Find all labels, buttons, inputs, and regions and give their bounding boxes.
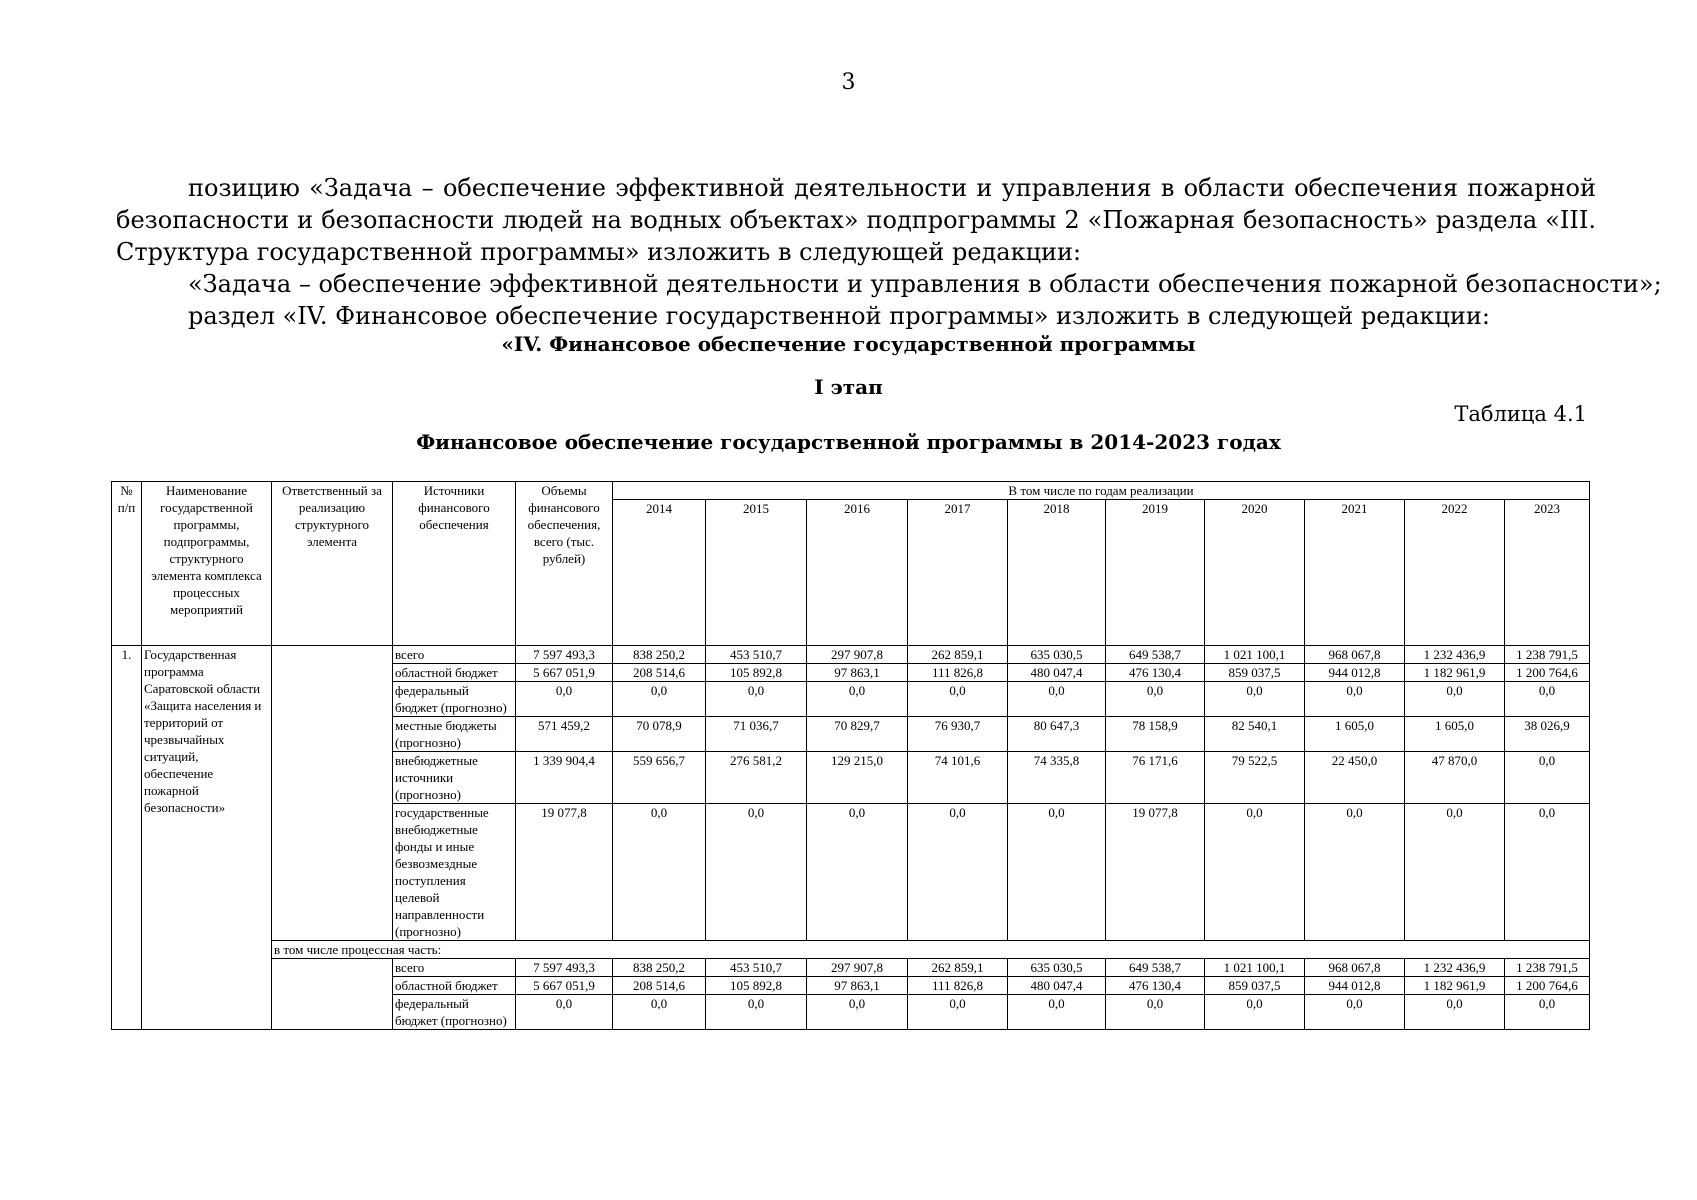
year-cell: 0,0 <box>1505 995 1590 1030</box>
year-cell: 111 826,8 <box>908 664 1008 682</box>
responsible-cell <box>272 959 393 1030</box>
year-cell: 1 021 100,1 <box>1205 646 1305 664</box>
header-year: 2018 <box>1008 500 1106 646</box>
year-cell: 1 232 436,9 <box>1405 959 1505 977</box>
paragraph-task-wording: «Задача – обеспечение эффективной деятельности и управления в области обеспечения пожарной безопасности»; <box>188 270 1662 298</box>
paragraph-section-iv-change: раздел «IV. Финансовое обеспечение государственной программы» изложить в следующей редакции: <box>188 302 1491 330</box>
year-cell: 0,0 <box>1305 995 1405 1030</box>
total-cell: 5 667 051,9 <box>516 977 613 995</box>
source-cell: всего <box>393 959 516 977</box>
year-cell: 0,0 <box>1405 804 1505 941</box>
year-cell: 19 077,8 <box>1106 804 1205 941</box>
source-cell: внебюджетные источники (прогнозно) <box>393 752 516 804</box>
year-cell: 0,0 <box>1405 995 1505 1030</box>
total-cell: 571 459,2 <box>516 717 613 752</box>
year-cell: 0,0 <box>1106 682 1205 717</box>
year-cell: 968 067,8 <box>1305 646 1405 664</box>
stage-title: I этап <box>814 375 883 399</box>
year-cell: 0,0 <box>706 682 807 717</box>
year-cell: 297 907,8 <box>807 959 908 977</box>
header-year: 2022 <box>1405 500 1505 646</box>
year-cell: 453 510,7 <box>706 646 807 664</box>
year-cell: 74 101,6 <box>908 752 1008 804</box>
year-cell: 0,0 <box>908 682 1008 717</box>
header-year: 2020 <box>1205 500 1305 646</box>
year-cell: 262 859,1 <box>908 646 1008 664</box>
year-cell: 0,0 <box>807 995 908 1030</box>
year-cell: 476 130,4 <box>1106 664 1205 682</box>
year-cell: 262 859,1 <box>908 959 1008 977</box>
year-cell: 0,0 <box>807 804 908 941</box>
year-cell: 0,0 <box>1505 804 1590 941</box>
year-cell: 0,0 <box>1205 804 1305 941</box>
year-cell: 1 238 791,5 <box>1505 959 1590 977</box>
year-cell: 0,0 <box>1305 682 1405 717</box>
header-num: № п/п <box>112 482 142 646</box>
year-cell: 0,0 <box>1008 804 1106 941</box>
year-cell: 0,0 <box>613 804 706 941</box>
total-cell: 19 077,8 <box>516 804 613 941</box>
year-cell: 47 870,0 <box>1405 752 1505 804</box>
year-cell: 276 581,2 <box>706 752 807 804</box>
year-cell: 74 335,8 <box>1008 752 1106 804</box>
year-cell: 649 538,7 <box>1106 959 1205 977</box>
year-cell: 944 012,8 <box>1305 664 1405 682</box>
year-cell: 129 215,0 <box>807 752 908 804</box>
source-cell: государственные внебюджетные фонды и иные безвозмездные поступления целевой направленности (прогнозно) <box>393 804 516 941</box>
year-cell: 0,0 <box>1106 995 1205 1030</box>
year-cell: 0,0 <box>1008 995 1106 1030</box>
year-cell: 1 232 436,9 <box>1405 646 1505 664</box>
source-cell: федеральный бюджет (прогнозно) <box>393 995 516 1030</box>
row-number: 1. <box>112 646 142 1030</box>
header-name: Наименование государственной программы, подпрограммы, структурного элемента комплекса процессных мероприятий <box>142 482 272 646</box>
source-cell: областной бюджет <box>393 977 516 995</box>
year-cell: 559 656,7 <box>613 752 706 804</box>
total-cell: 1 339 904,4 <box>516 752 613 804</box>
year-cell: 0,0 <box>1505 682 1590 717</box>
year-cell: 38 026,9 <box>1505 717 1590 752</box>
year-cell: 208 514,6 <box>613 664 706 682</box>
year-cell: 78 158,9 <box>1106 717 1205 752</box>
year-cell: 70 078,9 <box>613 717 706 752</box>
year-cell: 297 907,8 <box>807 646 908 664</box>
year-cell: 79 522,5 <box>1205 752 1305 804</box>
table-label: Таблица 4.1 <box>1454 402 1587 426</box>
total-cell: 0,0 <box>516 995 613 1030</box>
year-cell: 1 200 764,6 <box>1505 664 1590 682</box>
section-title: «IV. Финансовое обеспечение государственной программы <box>501 332 1196 356</box>
year-cell: 76 930,7 <box>908 717 1008 752</box>
year-cell: 1 238 791,5 <box>1505 646 1590 664</box>
header-year: 2023 <box>1505 500 1590 646</box>
year-cell: 1 182 961,9 <box>1405 977 1505 995</box>
year-cell: 453 510,7 <box>706 959 807 977</box>
year-cell: 0,0 <box>1505 752 1590 804</box>
year-cell: 82 540,1 <box>1205 717 1305 752</box>
year-cell: 649 538,7 <box>1106 646 1205 664</box>
source-cell: всего <box>393 646 516 664</box>
header-year: 2021 <box>1305 500 1405 646</box>
process-label-row <box>112 941 1590 959</box>
year-cell: 0,0 <box>706 804 807 941</box>
year-cell: 111 826,8 <box>908 977 1008 995</box>
header-year: 2019 <box>1106 500 1205 646</box>
year-cell: 0,0 <box>613 995 706 1030</box>
total-cell: 5 667 051,9 <box>516 664 613 682</box>
year-cell: 859 037,5 <box>1205 664 1305 682</box>
year-cell: 71 036,7 <box>706 717 807 752</box>
financing-table <box>111 481 1590 1030</box>
year-cell: 105 892,8 <box>706 664 807 682</box>
year-cell: 1 605,0 <box>1405 717 1505 752</box>
year-cell: 97 863,1 <box>807 977 908 995</box>
year-cell: 476 130,4 <box>1106 977 1205 995</box>
source-cell: местные бюджеты (прогнозно) <box>393 717 516 752</box>
source-cell: областной бюджет <box>393 664 516 682</box>
year-cell: 1 200 764,6 <box>1505 977 1590 995</box>
year-cell: 80 647,3 <box>1008 717 1106 752</box>
year-cell: 0,0 <box>908 995 1008 1030</box>
year-cell: 1 021 100,1 <box>1205 959 1305 977</box>
program-name: Государственная программа Саратовской области «Защита населения и территорий от чрезвычайных ситуаций, обеспечение пожарной безопасности» <box>142 646 272 1030</box>
year-cell: 0,0 <box>1205 682 1305 717</box>
header-total: Объемы финансового обеспечения, всего (тыс. рублей) <box>516 482 613 646</box>
table-title: Финансовое обеспечение государственной программы в 2014-2023 годах <box>416 430 1281 454</box>
year-cell: 105 892,8 <box>706 977 807 995</box>
year-cell: 838 250,2 <box>613 959 706 977</box>
year-cell: 0,0 <box>1405 682 1505 717</box>
header-sources: Источники финансового обеспечения <box>393 482 516 646</box>
header-responsible: Ответственный за реализацию структурного элемента <box>272 482 393 646</box>
year-cell: 635 030,5 <box>1008 959 1106 977</box>
year-cell: 0,0 <box>807 682 908 717</box>
year-cell: 838 250,2 <box>613 646 706 664</box>
source-cell: федеральный бюджет (прогнозно) <box>393 682 516 717</box>
year-cell: 859 037,5 <box>1205 977 1305 995</box>
year-cell: 0,0 <box>908 804 1008 941</box>
total-cell: 7 597 493,3 <box>516 646 613 664</box>
year-cell: 208 514,6 <box>613 977 706 995</box>
page-number: 3 <box>841 70 856 95</box>
process-label: в том числе процессная часть: <box>272 941 1590 959</box>
responsible-cell <box>272 646 393 941</box>
year-cell: 968 067,8 <box>1305 959 1405 977</box>
year-cell: 944 012,8 <box>1305 977 1405 995</box>
paragraph-position-change: позицию «Задача – обеспечение эффективной деятельности и управления в области обеспечения пожарной безопасности и безопасности людей на водных объектах» подпрограммы 2 «Пожарная безопасность» раздела «III. Структура государственной программы» изложить в следующей редакции: <box>116 174 1596 266</box>
year-cell: 480 047,4 <box>1008 977 1106 995</box>
year-cell: 76 171,6 <box>1106 752 1205 804</box>
table-header-row <box>112 482 1590 500</box>
total-cell: 0,0 <box>516 682 613 717</box>
header-year: 2017 <box>908 500 1008 646</box>
year-cell: 635 030,5 <box>1008 646 1106 664</box>
year-cell: 0,0 <box>1305 804 1405 941</box>
year-cell: 22 450,0 <box>1305 752 1405 804</box>
table-row <box>112 959 1590 977</box>
year-cell: 1 182 961,9 <box>1405 664 1505 682</box>
year-cell: 480 047,4 <box>1008 664 1106 682</box>
header-year: 2014 <box>613 500 706 646</box>
year-cell: 0,0 <box>613 682 706 717</box>
year-cell: 0,0 <box>706 995 807 1030</box>
header-by-years: В том числе по годам реализации <box>613 482 1590 500</box>
total-cell: 7 597 493,3 <box>516 959 613 977</box>
year-cell: 0,0 <box>1205 995 1305 1030</box>
year-cell: 97 863,1 <box>807 664 908 682</box>
header-year: 2015 <box>706 500 807 646</box>
year-cell: 0,0 <box>1008 682 1106 717</box>
table-row <box>112 646 1590 664</box>
year-cell: 70 829,7 <box>807 717 908 752</box>
header-year: 2016 <box>807 500 908 646</box>
year-cell: 1 605,0 <box>1305 717 1405 752</box>
